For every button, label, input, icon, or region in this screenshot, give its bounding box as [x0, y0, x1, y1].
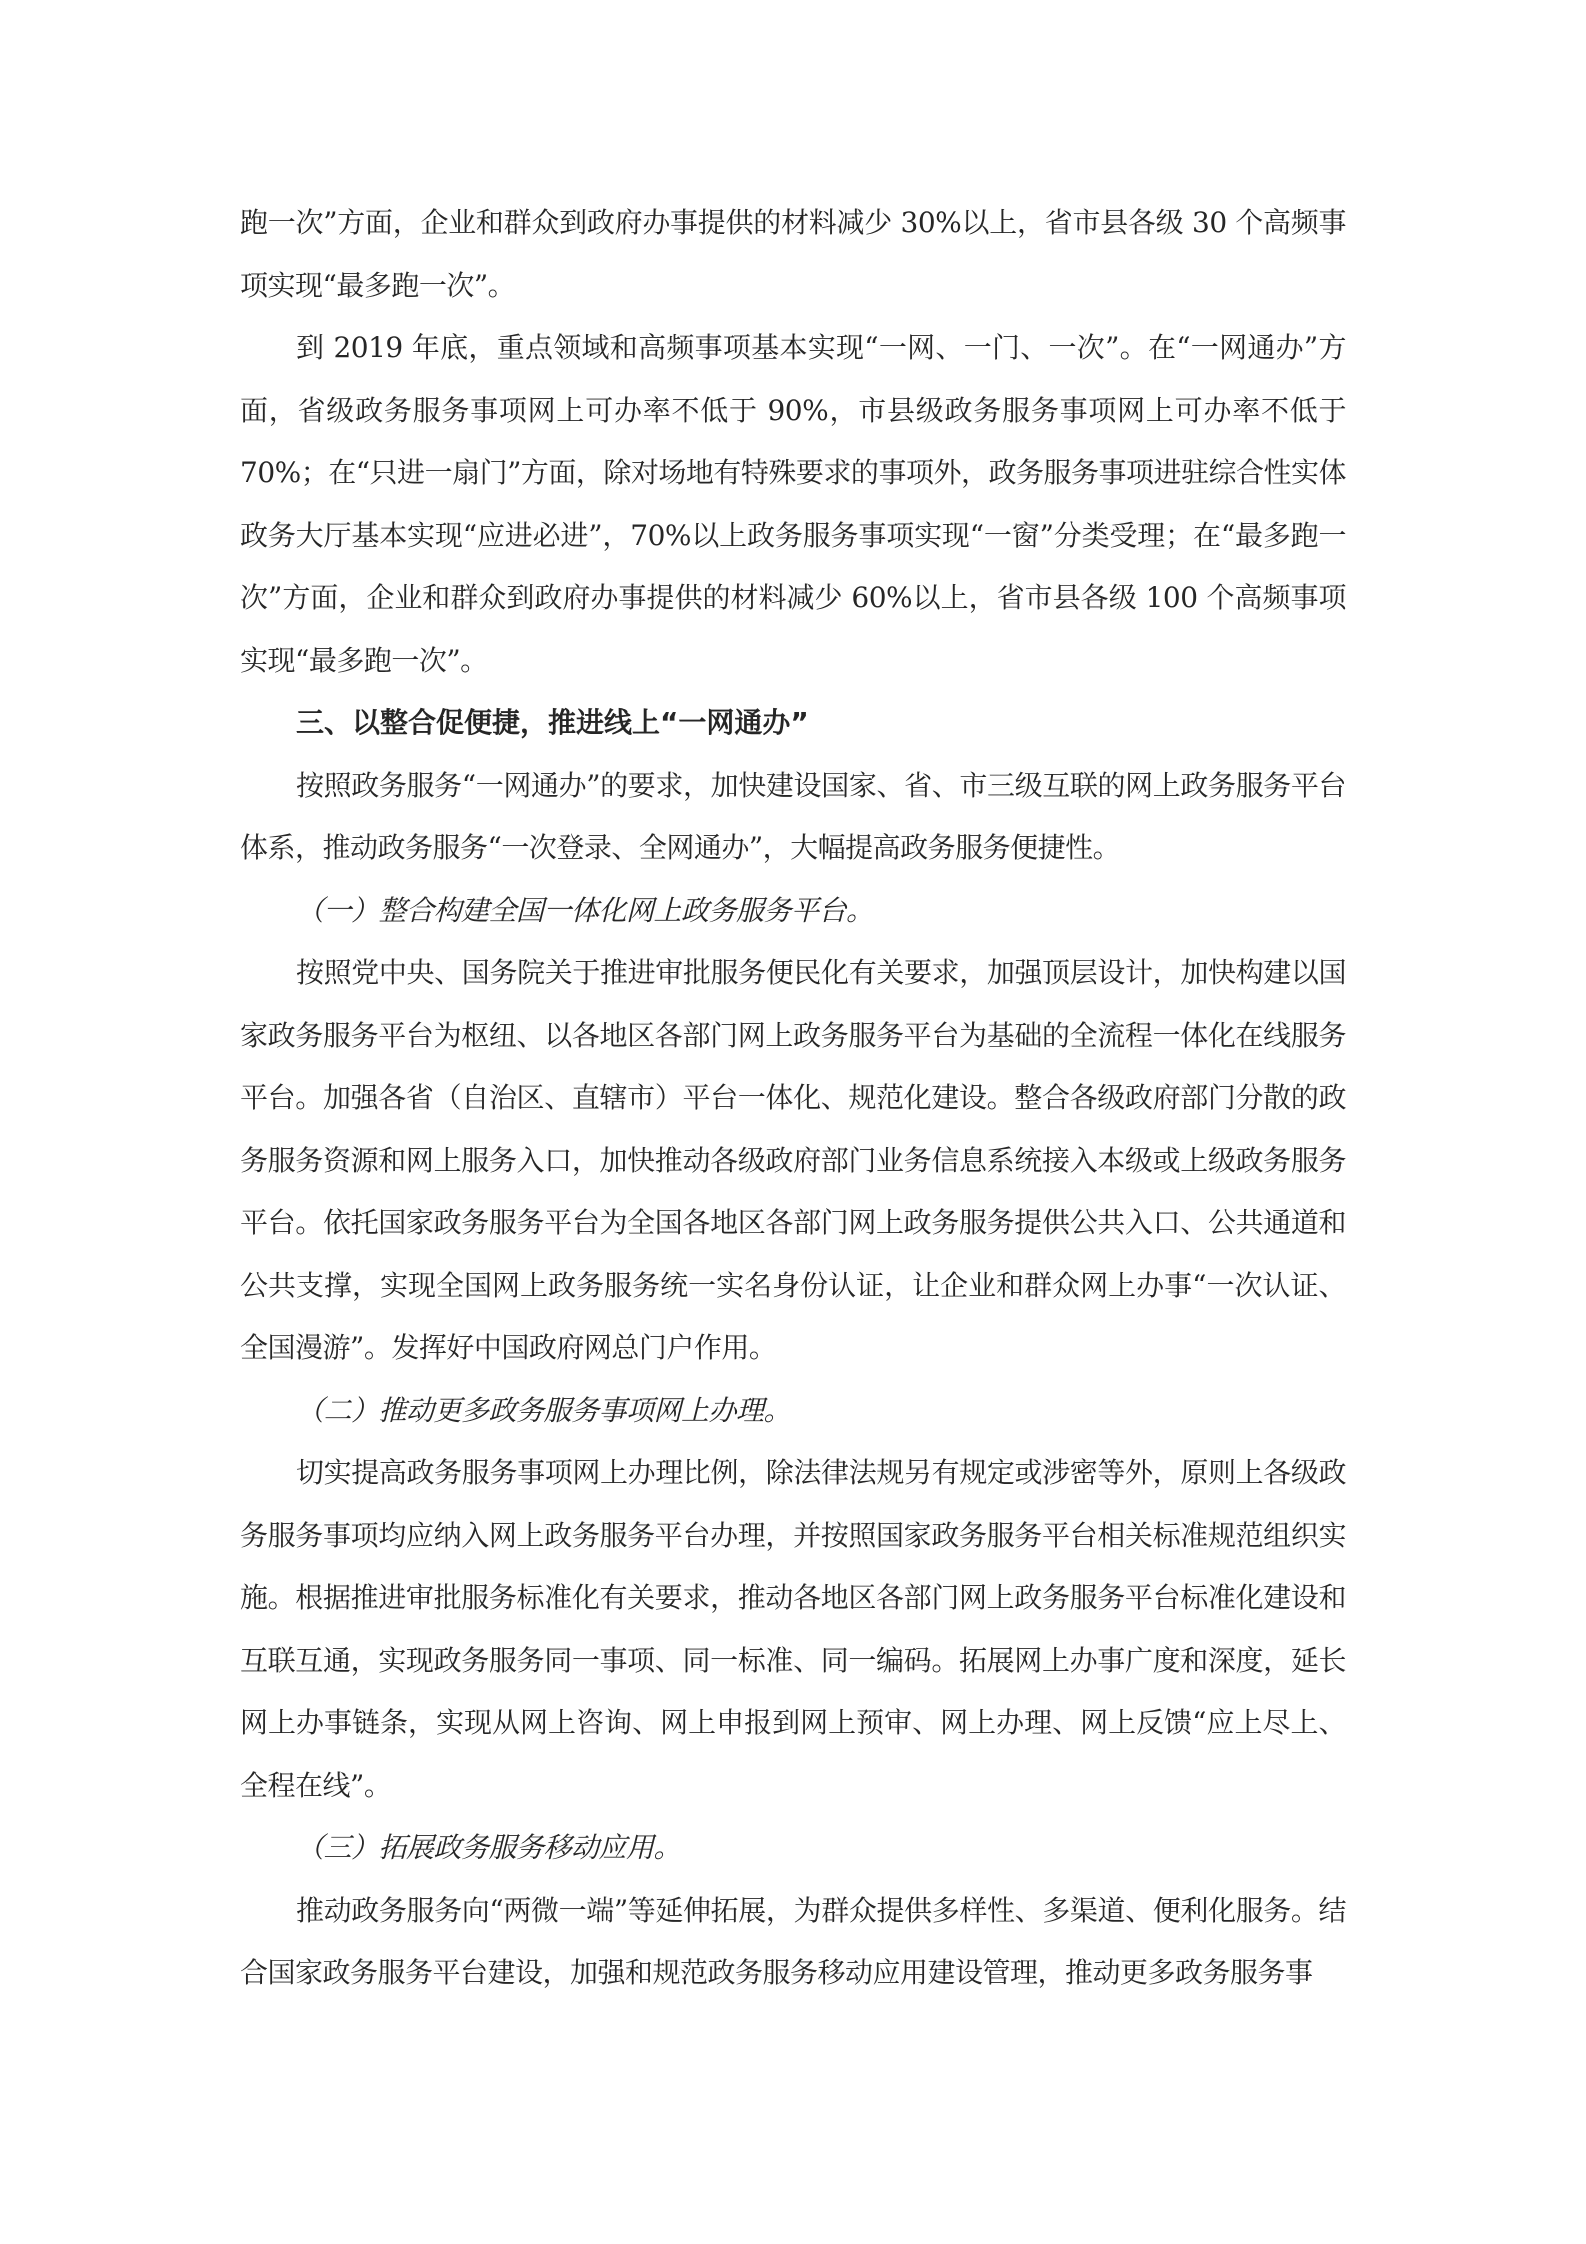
paragraph: 推动政务服务向“两微一端”等延伸拓展，为群众提供多样性、多渠道、便利化服务。结合国家政务服务平台建设，加强和规范政务服务移动应用建设管理，推动更多政务服务事: [240, 1893, 1346, 1989]
sub-heading: （一）整合构建全国一体化网上政务服务平台。: [296, 893, 874, 927]
paragraph: 到 2019 年底，重点领域和高频事项基本实现“一网、一门、一次”。在“一网通办”方面，省级政务服务事项网上可办率不低于 90%，市县级政务服务事项网上可办率不低于 70%；在“只进一扇门”方面，除对场地有特殊要求的事项外，政务服务事项进驻综合性实体政务大厅基本实现“应进必进”，70%以上政务服务事项实现“一窗”分类受理；在“最多跑一次”方面，企业和群众到政府办事提供的材料减少 60%以上，省市县各级 100 个高频事项实现“最多跑一次”。: [240, 331, 1346, 677]
paragraph: 按照政务服务“一网通办”的要求，加快建设国家、省、市三级互联的网上政务服务平台体系，推动政务服务“一次登录、全网通办”，大幅提高政务服务便捷性。: [240, 768, 1346, 864]
paragraph: 按照党中央、国务院关于推进审批服务便民化有关要求，加强顶层设计，加快构建以国家政务服务平台为枢纽、以各地区各部门网上政务服务平台为基础的全流程一体化在线服务平台。加强各省（自治区、直辖市）平台一体化、规范化建设。整合各级政府部门分散的政务服务资源和网上服务入口，加快推动各级政府部门业务信息系统接入本级或上级政务服务平台。依托国家政务服务平台为全国各地区各部门网上政务服务提供公共入口、公共通道和公共支撑，实现全国网上政务服务统一实名身份认证，让企业和群众网上办事“一次认证、全国漫游”。发挥好中国政府网总门户作用。: [240, 956, 1346, 1364]
sub-heading: （二）推动更多政务服务事项网上办理。: [296, 1393, 792, 1427]
document-body: [240, 192, 1346, 2005]
paragraph: 跑一次”方面，企业和群众到政府办事提供的材料减少 30%以上，省市县各级 30 个高频事项实现“最多跑一次”。: [240, 206, 1346, 302]
paragraph: 切实提高政务服务事项网上办理比例，除法律法规另有规定或涉密等外，原则上各级政务服务事项均应纳入网上政务服务平台办理，并按照国家政务服务平台相关标准规范组织实施。根据推进审批服务标准化有关要求，推动各地区各部门网上政务服务平台标准化建设和互联互通，实现政务服务同一事项、同一标准、同一编码。拓展网上办事广度和深度，延长网上办事链条，实现从网上咨询、网上申报到网上预审、网上办理、网上反馈“应上尽上、全程在线”。: [240, 1456, 1346, 1802]
section-heading: 三、以整合促便捷，推进线上“一网通办”: [296, 706, 809, 739]
sub-heading: （三）拓展政务服务移动应用。: [296, 1831, 682, 1864]
